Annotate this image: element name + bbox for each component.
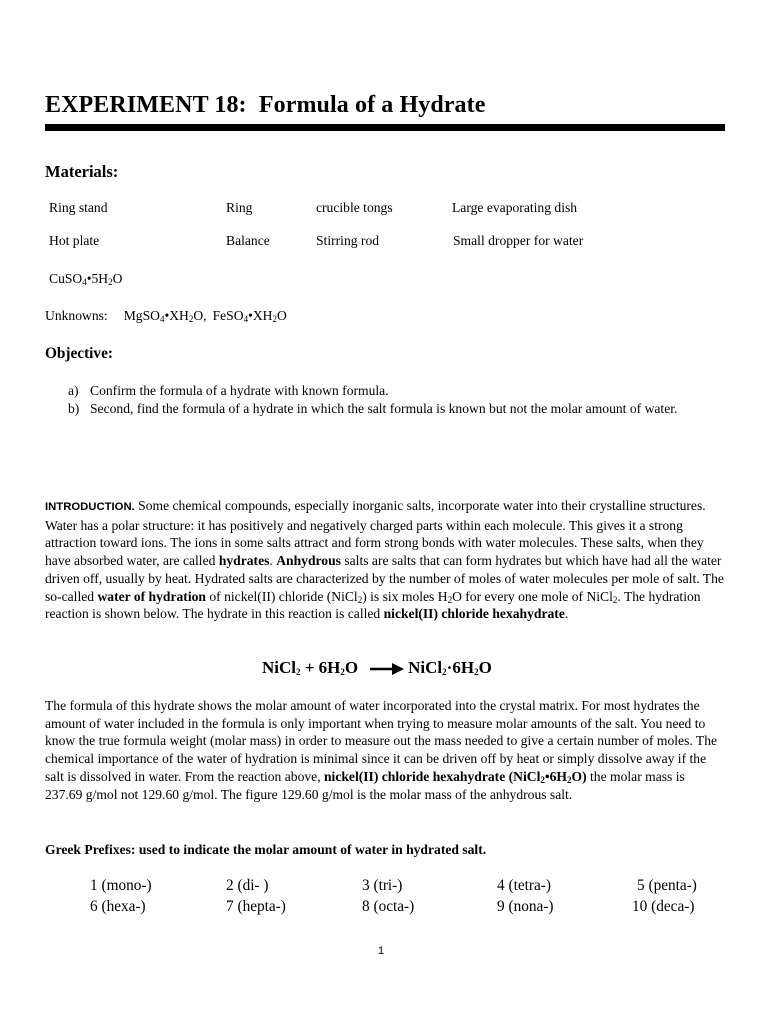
greek-prefix-penta: 5 (penta-) bbox=[637, 877, 697, 894]
title-rule bbox=[45, 124, 725, 131]
material-stirring-rod: Stirring rod bbox=[316, 233, 380, 248]
material-crucible-tongs: crucible tongs bbox=[316, 200, 393, 215]
material-dropper: Small dropper for water bbox=[453, 233, 584, 248]
greek-prefix-hexa: 6 (hexa-) bbox=[90, 898, 146, 915]
greek-prefix-di: 2 (di- ) bbox=[226, 877, 269, 894]
hydration-equation: NiCl$_2$ + $6H_2O$ $NiCl_2\cdot 6H_2O$ bbox=[262, 658, 492, 677]
introduction-paragraph: INTRODUCTION. Some chemical compounds, especially inorganic salts, incorporate water into their crystalline structures. Water has a polar structure: it has positively and negatively charged parts within each molecule. This gives it a strong attraction toward ions. The ions in some salts attract and form strong bonds with water molecules. These salts, when they have absorbed water, are called hydrates. Anhydrous salts are salts that can form hydrates but which have had all the water driven off, usually by heat. Hydrated salts are characterized by the number of moles of water molecules per mole of salt. The so-called water of hydration of nickel(II) chloride (NiCl$_2$) is six moles $H_2O$ for every one mole of NiCl$_2$. The hydration reaction is shown below. The hydrate in this reaction is called nickel(II) chloride hexahydrate. bbox=[45, 498, 724, 622]
material-evaporating-dish: Large evaporating dish bbox=[452, 200, 578, 215]
greek-prefix-deca: 10 (deca-) bbox=[632, 898, 695, 915]
molar-amount-paragraph: The formula of this hydrate shows the molar amount of water incorporated into the crystal matrix. For most hydrates the amount of water included in the formula is only important when trying to measure molar amounts of the salt. You need to know the true formula weight (molar mass) in order to measure out the mass needed to give a certain number of moles. The chemical importance of the water of hydration is minimal since it can be driven off by heat or simply dissolve away if the salt is dissolved in water. From the reaction above, nickel(II) chloride hexahydrate $(NiCl_2•6H_2O)$ the molar mass is 237.69 g/mol not 129.60 g/mol. The figure 129.60 g/mol is the molar mass of the anhydrous salt. bbox=[45, 698, 718, 802]
objective-heading: Objective: bbox=[45, 345, 113, 362]
greek-prefix-octa: 8 (octa-) bbox=[362, 898, 415, 915]
unknowns-label: Unknowns: bbox=[45, 308, 108, 323]
unknowns-line bbox=[45, 308, 287, 324]
list-item: b) Second, find the formula of a hydrate in which the salt formula is known but not the molar amount of water. bbox=[68, 400, 678, 416]
list-item: a) Confirm the formula of a hydrate with known formula. bbox=[68, 383, 389, 398]
greek-prefix-nona: 9 (nona-) bbox=[497, 898, 554, 915]
page-number: 1 bbox=[378, 945, 385, 957]
material-balance: Balance bbox=[226, 233, 270, 248]
introduction-heading: INTRODUCTION. bbox=[45, 501, 135, 513]
unknown-feso4: $FeSO_4•XH_2O$ bbox=[212, 308, 287, 324]
greek-prefix-hepta: 7 (hepta-) bbox=[226, 898, 286, 915]
reaction-arrow-icon bbox=[370, 663, 404, 675]
material-ring-stand: Ring stand bbox=[49, 200, 108, 215]
material-hot-plate: Hot plate bbox=[49, 233, 100, 248]
greek-prefix-tri: 3 (tri-) bbox=[362, 877, 403, 894]
unknown-mgso4: $MgSO_4•XH_2O$, bbox=[123, 308, 207, 324]
greek-prefixes-heading: Greek Prefixes: used to indicate the molar amount of water in hydrated salt. bbox=[45, 842, 487, 857]
page-title: EXPERIMENT 18: Formula of a Hydrate bbox=[45, 92, 486, 118]
material-cuso4-hydrate: $CuSO_4•5H_2O$ bbox=[49, 271, 123, 287]
objective-list bbox=[68, 382, 728, 417]
materials-heading: Materials: bbox=[45, 162, 119, 181]
greek-prefix-tetra: 4 (tetra-) bbox=[497, 877, 551, 894]
material-ring: Ring bbox=[226, 200, 253, 215]
greek-prefix-mono: 1 (mono-) bbox=[90, 877, 152, 894]
